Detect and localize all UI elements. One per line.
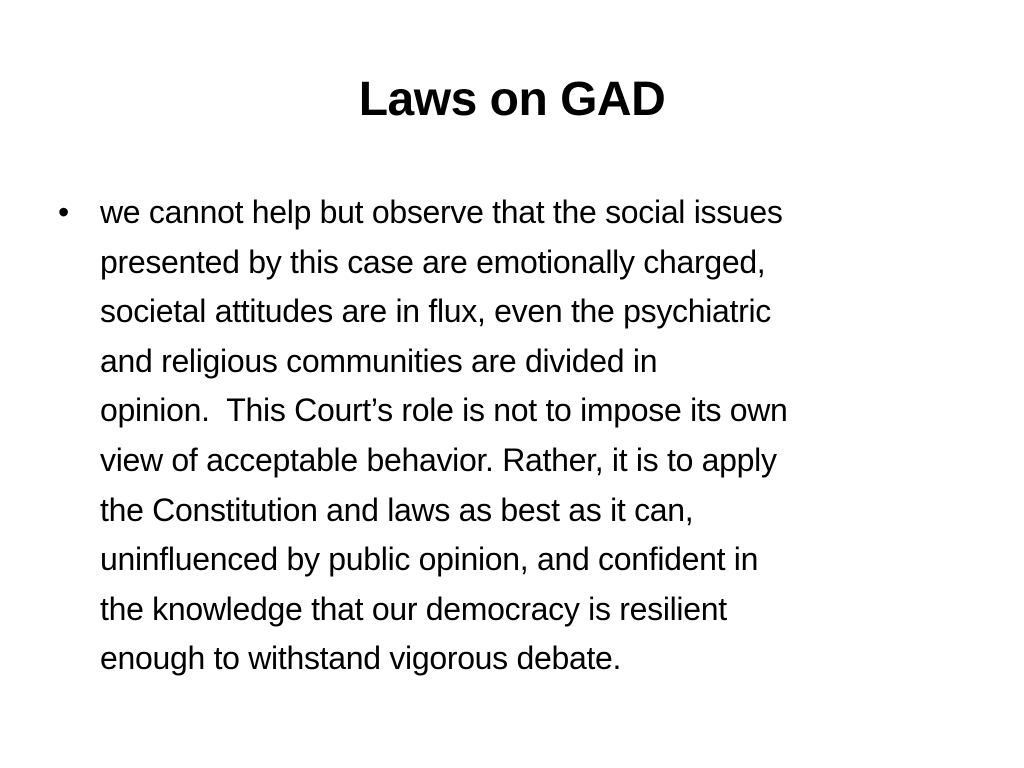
bullet-text-line: view of acceptable behavior. Rather, it is to apply [100,441,777,478]
bullet-text-line: the Constitution and laws as best as it can, [100,491,694,528]
bullet-text-line: opinion. This Court’s role is not to impose its own [100,392,788,429]
bullet-text-line: societal attitudes are in flux, even the psychiatric [100,293,771,330]
bullet-dot-icon: • [58,194,69,230]
bullet-item [58,188,958,684]
slide-title: Laws on GAD [358,73,666,126]
bullet-text-line: the knowledge that our democracy is resilient [100,590,727,627]
bullet-list [58,188,958,684]
bullet-text-line: presented by this case are emotionally charged, [100,243,766,280]
bullet-text-line: uninfluenced by public opinion, and confident in [100,541,759,578]
bullet-text-line: we cannot help but observe that the social issues [100,194,783,230]
bullet-text-line: enough to withstand vigorous debate. [100,640,622,677]
bullet-text-line: and religious communities are divided in [100,342,658,379]
